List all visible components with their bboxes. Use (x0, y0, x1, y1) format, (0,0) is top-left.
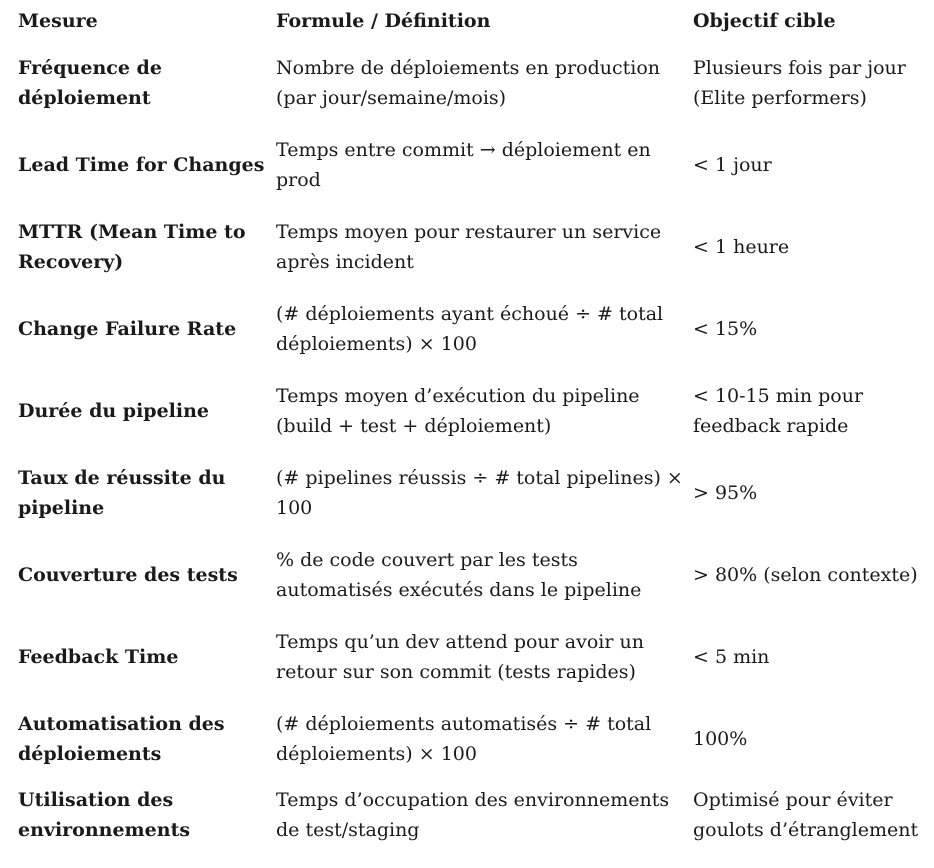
row-formula: Temps d’occupation des environnements de test/staging (276, 789, 670, 841)
table-header (0, 0, 934, 42)
row-target: < 15% (693, 318, 758, 340)
row-measure: Automatisation des déploiements (18, 713, 225, 765)
row-formula: Nombre de déploiements en production (par jour/semaine/mois) (276, 57, 661, 109)
header-target: Objectif cible (693, 10, 836, 32)
table-row (0, 780, 934, 850)
row-formula: (# déploiements automatisés ÷ # total déploiements) × 100 (276, 713, 652, 765)
row-target: > 95% (693, 482, 758, 504)
row-measure: Lead Time for Changes (18, 154, 265, 176)
table-row (0, 452, 934, 534)
table-row (0, 534, 934, 616)
table-row (0, 616, 934, 698)
table-row (0, 288, 934, 370)
header-row (0, 0, 934, 42)
row-formula: Temps entre commit → déploiement en prod (276, 139, 651, 191)
row-formula: Temps moyen d’exécution du pipeline (build + test + déploiement) (276, 385, 640, 437)
table-row (0, 370, 934, 452)
row-measure: Change Failure Rate (18, 318, 237, 340)
table-row (0, 206, 934, 288)
row-formula: Temps moyen pour restaurer un service après incident (276, 221, 662, 273)
row-measure: Utilisation des environnements (18, 789, 191, 841)
header-measure: Mesure (18, 10, 98, 32)
table-row (0, 42, 934, 124)
table-row (0, 698, 934, 780)
row-target: Plusieurs fois par jour (Elite performers) (693, 57, 906, 109)
row-target: < 1 jour (693, 154, 772, 176)
row-measure: Couverture des tests (18, 564, 238, 586)
row-target: < 1 heure (693, 236, 790, 258)
row-target: > 80% (selon contexte) (693, 564, 918, 586)
row-measure: Taux de réussite du pipeline (18, 467, 226, 519)
row-target: < 5 min (693, 646, 770, 668)
table-body (0, 42, 934, 850)
header-formula: Formule / Définition (276, 10, 491, 32)
row-formula: % de code couvert par les tests automatisés exécutés dans le pipeline (276, 549, 642, 601)
row-formula: (# déploiements ayant échoué ÷ # total déploiements) × 100 (276, 303, 664, 355)
row-target: < 10-15 min pour feedback rapide (693, 385, 864, 437)
table-row (0, 124, 934, 206)
row-measure: Durée du pipeline (18, 400, 210, 422)
row-target: Optimisé pour éviter goulots d’étranglement (693, 789, 919, 841)
row-target: 100% (693, 728, 748, 750)
row-formula: Temps qu’un dev attend pour avoir un retour sur son commit (tests rapides) (276, 631, 644, 683)
row-measure: MTTR (Mean Time to Recovery) (18, 221, 246, 273)
row-measure: Fréquence de déploiement (18, 57, 162, 109)
row-formula: (# pipelines réussis ÷ # total pipelines) × 100 (276, 467, 683, 519)
row-measure: Feedback Time (18, 646, 179, 668)
